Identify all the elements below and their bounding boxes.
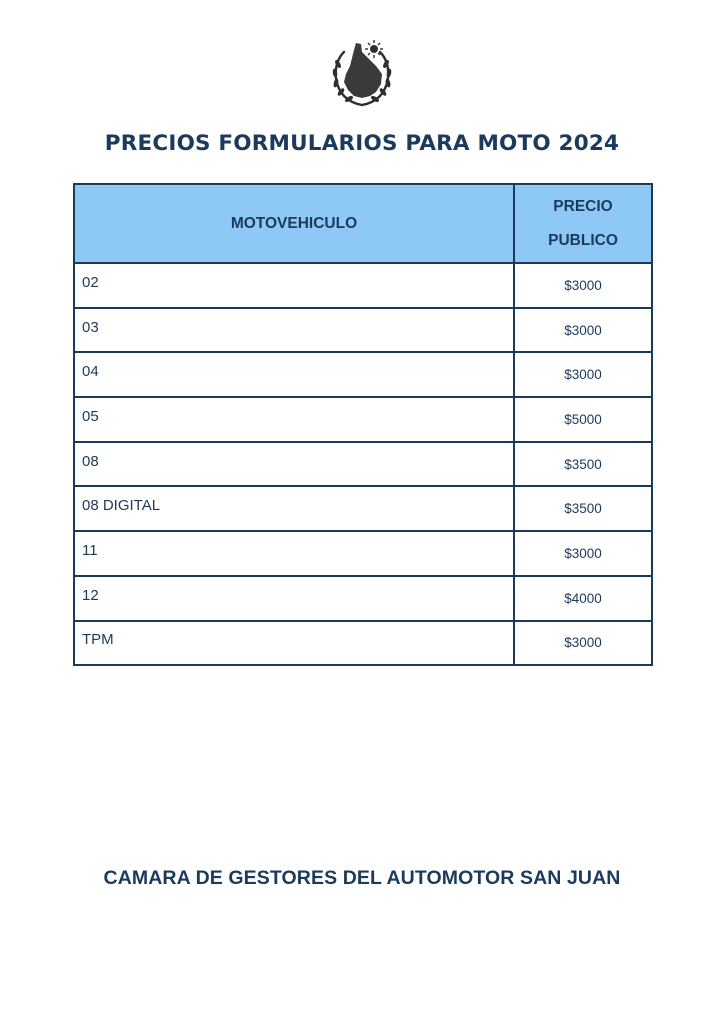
form-name-cell: 05 — [74, 397, 514, 442]
price-cell: $3000 — [514, 263, 652, 308]
column-header-price — [514, 184, 652, 263]
form-name-cell: 12 — [74, 576, 514, 621]
table-header-row — [74, 184, 652, 263]
table-row — [74, 576, 652, 621]
price-table — [73, 183, 653, 666]
table-row — [74, 397, 652, 442]
form-name-cell: 08 DIGITAL — [74, 486, 514, 531]
price-cell: $3000 — [514, 352, 652, 397]
table-row — [74, 352, 652, 397]
organization-footer: CAMARA DE GESTORES DEL AUTOMOTOR SAN JUAN — [103, 867, 621, 889]
san-juan-province-emblem-icon — [326, 38, 398, 108]
price-cell: $3500 — [514, 442, 652, 487]
table-row — [74, 621, 652, 666]
price-cell: $3500 — [514, 486, 652, 531]
column-header-price-label: PRECIO PUBLICO — [548, 197, 618, 249]
price-cell: $3000 — [514, 621, 652, 666]
form-name-cell: 08 — [74, 442, 514, 487]
page-title: PRECIOS FORMULARIOS PARA MOTO 2024 — [104, 131, 620, 156]
price-cell: $3000 — [514, 308, 652, 353]
table-row — [74, 486, 652, 531]
price-cell: $3000 — [514, 531, 652, 576]
table-row — [74, 308, 652, 353]
emblem-logo — [326, 38, 398, 108]
table-row — [74, 531, 652, 576]
table-row — [74, 442, 652, 487]
form-name-cell: 11 — [74, 531, 514, 576]
price-cell: $4000 — [514, 576, 652, 621]
table-row — [74, 263, 652, 308]
form-name-cell: TPM — [74, 621, 514, 666]
price-cell: $5000 — [514, 397, 652, 442]
form-name-cell: 03 — [74, 308, 514, 353]
form-name-cell: 04 — [74, 352, 514, 397]
form-name-cell: 02 — [74, 263, 514, 308]
column-header-vehicle: MOTOVEHICULO — [74, 184, 514, 263]
